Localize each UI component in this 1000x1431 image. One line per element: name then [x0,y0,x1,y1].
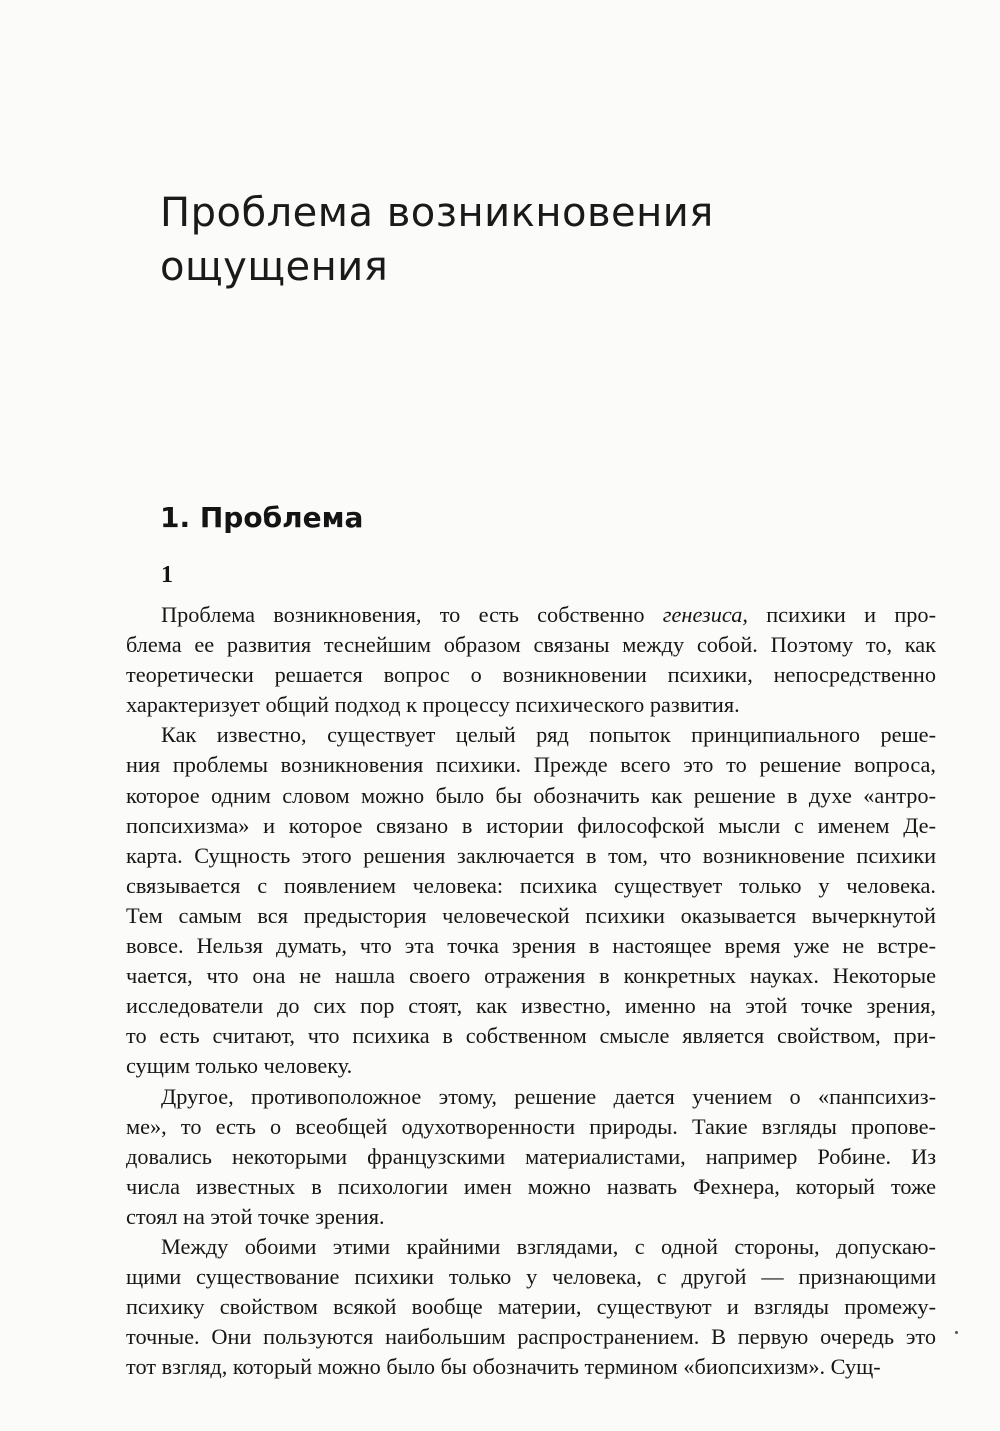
body-text [126,600,936,1382]
paragraph-3-line-2: ме», то есть о всеобщей одухотворенности природы. Такие взгляды пропове- [126,1113,936,1139]
paragraph-4-line-5: тот взгляд, который можно было бы обозначить термином «биопсихизм». Сущ- [126,1354,881,1380]
paragraph-2-line-5: карта. Сущность этого решения заключается в том, что возникновение психики [126,842,936,868]
paragraph-2-line-4: попсихизма» и которое связано в истории философской мысли с именем Де- [126,812,936,838]
paragraph-4-line-2: щими существование психики только у человека, с другой — признающими [126,1264,936,1290]
paragraph-2-line-2: ния проблемы возникновения психики. Прежде всего это то решение вопроса, [126,752,936,778]
section-heading: 1. Проблема [160,501,364,534]
paragraph-1-line-3: теоретически решается вопрос о возникновении психики, непосредственно [126,662,936,688]
paragraph-2-line-7: Тем самым вся предыстория человеческой психики оказывается вычеркнутой [126,902,936,928]
chapter-title [160,186,920,294]
subsection-number: 1 [161,562,173,588]
paragraph-3-line-1: Другое, противоположное этому, решение дается учением о «панпсихиз- [161,1083,936,1109]
paragraph-2-line-1: Как известно, существует целый ряд попыток принципиального реше- [161,722,936,748]
paragraph-2-line-10: исследователи до сих пор стоят, как известно, именно на этой точке зрения, [126,993,936,1019]
paragraph-2-line-3: которое одним словом можно было бы обозначить как решение в духе «антро- [126,782,936,808]
paragraph-4-line-1: Между обоими этими крайними взглядами, с одной стороны, допускаю- [161,1233,936,1259]
scan-speck [955,1331,958,1334]
paragraph-2-line-12: сущим только человеку. [126,1053,353,1079]
paragraph-2-line-11: то есть считают, что психика в собственном смысле является свойством, при- [126,1023,936,1049]
chapter-title-line-2: ощущения [160,244,389,290]
paragraph-2-line-6: связывается с появлением человека: психика существует только у человека. [126,872,936,898]
paragraph-4-line-3: психику свойством всякой вообще материи, существуют и взгляды промежу- [126,1294,936,1320]
chapter-title-line-1: Проблема возникновения [160,190,714,236]
paragraph-3-line-5: стоял на этой точке зрения. [126,1203,385,1229]
paragraph-3-line-3: довались некоторыми французскими материалистами, например Робине. Из [126,1143,936,1169]
emphasized-term: генезиса, [662,602,748,627]
paragraph-2-line-8: вовсе. Нельзя думать, что эта точка зрения в настоящее время уже не встре- [126,933,936,959]
paragraph-1-line-2: блема ее развития теснейшим образом связаны между собой. Поэтому то, как [126,632,936,658]
paragraph-1-line-4: характеризует общий подход к процессу психического развития. [126,692,740,718]
paragraph-3-line-4: числа известных в психологии имен можно назвать Фехнера, который тоже [126,1173,936,1199]
paragraph-2-line-9: чается, что она не нашла своего отражения в конкретных науках. Некоторые [126,963,936,989]
paragraph-1-line-1: Проблема возникновения, то есть собственно генезиса, психики и про- [161,602,937,627]
paragraph-4-line-4: точные. Они пользуются наибольшим распространением. В первую очередь это [126,1324,936,1350]
